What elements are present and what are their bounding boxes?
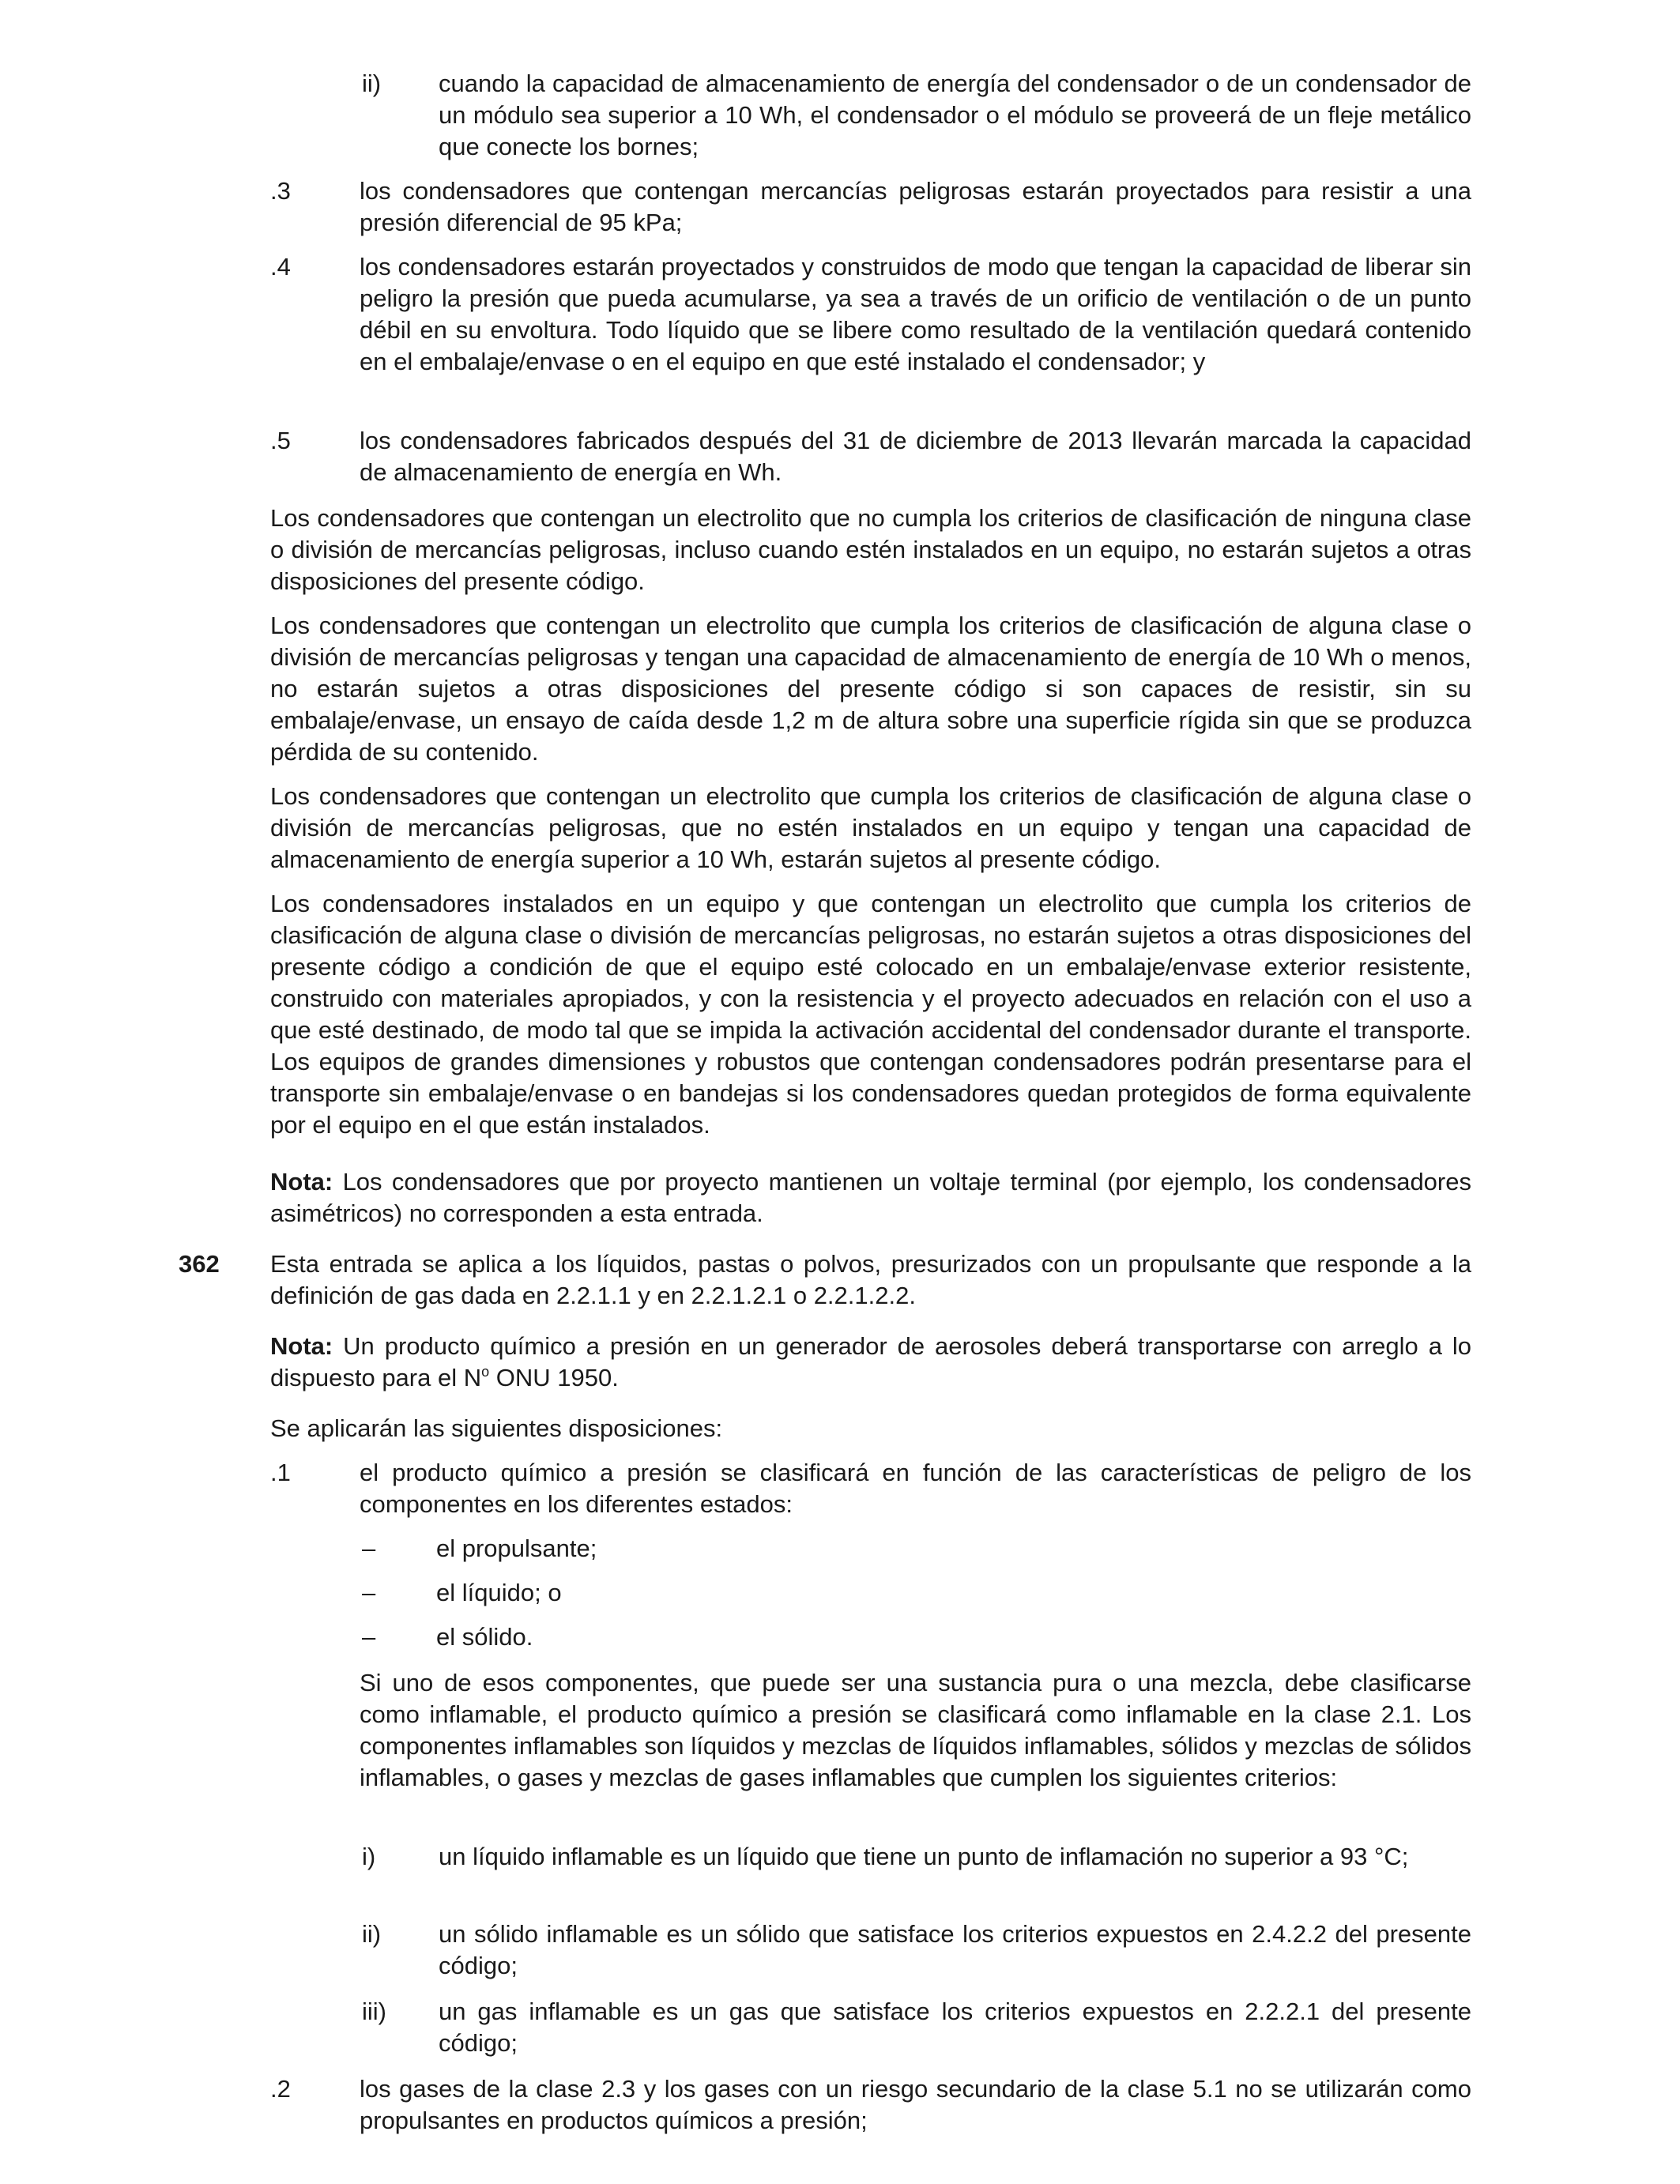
dash-item-text: el propulsante; <box>436 1534 597 1562</box>
note-label: Nota: <box>270 1168 333 1196</box>
list-marker: .2 <box>270 2075 291 2103</box>
roman-item-text: un líquido inflamable es un líquido que tiene un punto de inflamación no superior a 93 °C; <box>439 1843 1409 1870</box>
note-2 <box>270 1331 1471 1394</box>
roman-marker: ii) <box>362 1920 382 1948</box>
entry-number: 362 <box>179 1250 220 1278</box>
dash-item-text: el sólido. <box>436 1623 533 1651</box>
list-marker: .4 <box>270 253 291 281</box>
dash-item-text: el líquido; o <box>436 1579 562 1606</box>
list-marker: .3 <box>270 177 291 205</box>
dash-marker: – <box>362 1534 376 1562</box>
list-marker: ii) <box>362 70 382 97</box>
roman-item-text: un gas inflamable es un gas que satisface los criterios expuestos en 2.2.2.1 del presente código; <box>439 1998 1471 2057</box>
roman-item-text: un sólido inflamable es un sólido que satisface los criterios expuestos en 2.4.2.2 del presente código; <box>439 1920 1471 1979</box>
sub-paragraph: Si uno de esos componentes, que puede ser una sustancia pura o una mezcla, debe clasificarse como inflamable, el producto químico a presión se clasificará como inflamable en la clase 2.1. Los componentes inflamables son líquidos y mezclas de líquidos inflamables, sólidos y mezclas de sólidos inflamables, o gases y mezclas de gases inflamables que cumplen los siguientes criterios: <box>360 1669 1471 1791</box>
list-item-text: los condensadores estarán proyectados y construidos de modo que tengan la capacidad de liberar sin peligro la presión que pueda acumularse, ya sea a través de un orificio de ventilación o de un punto débil en su envoltura. Todo líquido que se libere como resultado de la ventilación quedará contenido en el embalaje/envase o en el equipo en que esté instalado el condensador; y <box>360 253 1471 375</box>
roman-marker: i) <box>362 1843 376 1870</box>
list-item-text: los condensadores fabricados después del 31 de diciembre de 2013 llevarán marcada la capacidad de almacenamiento de energía en Wh. <box>360 427 1471 486</box>
intro-text: Se aplicarán las siguientes disposiciones: <box>270 1414 723 1442</box>
dash-marker: – <box>362 1579 376 1606</box>
dash-marker: – <box>362 1623 376 1651</box>
list-item-text: cuando la capacidad de almacenamiento de energía del condensador o de un condensador de un módulo sea superior a 10 Wh, el condensador o el módulo se proveerá de un fleje metálico que conecte los bornes; <box>439 70 1471 160</box>
list-marker: .5 <box>270 427 291 454</box>
list-marker: .1 <box>270 1459 291 1486</box>
roman-marker: iii) <box>362 1998 386 2025</box>
list-item-text: los condensadores que contengan mercancías peligrosas estarán proyectados para resistir a una presión diferencial de 95 kPa; <box>360 177 1471 236</box>
paragraph-2: Los condensadores que contengan un electrolito que cumpla los criterios de clasificación de alguna clase o división de mercancías peligrosas y tengan una capacidad de almacenamiento de energía de 10 Wh o menos, no estarán sujetos a otras disposiciones del presente código si son capaces de resistir, sin su embalaje/envase, un ensayo de caída desde 1,2 m de altura sobre una superficie rígida sin que se produzca pérdida de su contenido. <box>270 612 1471 766</box>
paragraph-4: Los condensadores instalados en un equipo y que contengan un electrolito que cumpla los criterios de clasificación de alguna clase o división de mercancías peligrosas, no estarán sujetos a otras disposiciones del presente código a condición de que el equipo esté colocado en un embalaje/envase exterior resistente, construido con materiales apropiados, y con la resistencia y el proyecto adecuados en relación con el uso a que esté destinado, de modo tal que se impida la activación accidental del condensador durante el transporte. Los equipos de grandes dimensiones y robustos que contengan condensadores podrán presentarse para el transporte sin embalaje/envase o en bandejas si los condensadores quedan protegidos de forma equivalente por el equipo en el que están instalados. <box>270 890 1471 1139</box>
note-superscript: o <box>481 1364 490 1380</box>
entry-text: Esta entrada se aplica a los líquidos, pastas o polvos, presurizados con un propulsante que responde a la definición de gas dada en 2.2.1.1 y en 2.2.1.2.1 o 2.2.1.2.2. <box>270 1250 1471 1309</box>
note-1 <box>270 1166 1471 1229</box>
note-label: Nota: <box>270 1332 333 1360</box>
note-text: Los condensadores que por proyecto mantienen un voltaje terminal (por ejemplo, los condensadores asimétricos) no corresponden a esta entrada. <box>270 1168 1471 1227</box>
note-text-end: ONU 1950. <box>489 1364 619 1391</box>
note-text: Un producto químico a presión en un generador de aerosoles deberá transportarse con arreglo a lo dispuesto para el N <box>270 1332 1471 1391</box>
list-item-text: los gases de la clase 2.3 y los gases con un riesgo secundario de la clase 5.1 no se utilizarán como propulsantes en productos químicos a presión; <box>360 2075 1471 2134</box>
paragraph-1: Los condensadores que contengan un electrolito que no cumpla los criterios de clasificación de ninguna clase o división de mercancías peligrosas, incluso cuando estén instalados en un equipo, no estarán sujetos a otras disposiciones del presente código. <box>270 504 1471 595</box>
list-item-text: el producto químico a presión se clasificará en función de las características de peligro de los componentes en los diferentes estados: <box>360 1459 1471 1518</box>
paragraph-3: Los condensadores que contengan un electrolito que cumpla los criterios de clasificación de alguna clase o división de mercancías peligrosas, que no estén instalados en un equipo y tengan una capacidad de almacenamiento de energía superior a 10 Wh, estarán sujetos al presente código. <box>270 782 1471 873</box>
